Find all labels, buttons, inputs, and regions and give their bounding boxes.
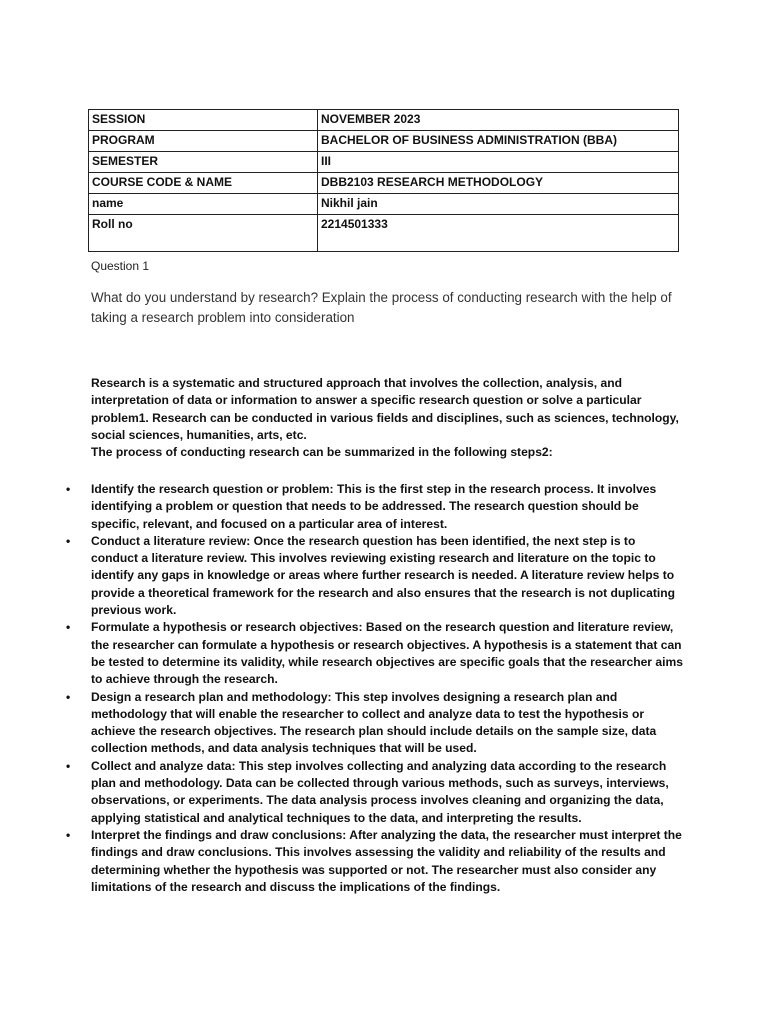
name-label: name [89,194,318,215]
roll-no-label: Roll no [89,215,318,252]
bullet-icon: • [66,620,71,635]
list-item [66,689,683,758]
roll-no-value: 2214501333 [318,215,679,252]
step-text: Design a research plan and methodology: This step involves designing a research plan and methodology that will enable the researcher to collect and analyze data to test the hypothesis or achieve the research objectives. The research plan should include details on the sample size, data collection methods, and data analysis techniques that will be used. [91,689,657,756]
step-text: Formulate a hypothesis or research objectives: Based on the research question and literature review, the researcher can formulate a hypothesis or research objectives. A hypothesis is a statement that can be tested to determine its validity, while research objectives are specific goals that the researcher aims to achieve through the research. [91,620,683,687]
bullet-icon: • [66,533,71,548]
table-row [89,152,679,173]
list-item [66,827,683,896]
bullet-icon: • [66,689,71,704]
course-value: DBB2103 RESEARCH METHODOLOGY [318,173,679,194]
list-item [66,619,683,688]
list-item [66,481,683,533]
question-text: What do you understand by research? Explain the process of conducting research with the help of taking a research problem into consideration [91,290,672,325]
table-row [89,173,679,194]
answer-intro-block [91,375,683,461]
session-label: SESSION [89,110,318,131]
answer-intro-paragraph: Research is a systematic and structured approach that involves the collection, analysis, and interpretation of data or information to answer a specific research question or solve a particular problem1. Research can be conducted in various fields and disciplines, such as sciences, technology, social sciences, humanities, arts, etc. [91,376,679,442]
student-info-table [88,109,679,252]
semester-label: SEMESTER [89,152,318,173]
program-value: BACHELOR OF BUSINESS ADMINISTRATION (BBA) [318,131,679,152]
step-text: Identify the research question or problem: This is the first step in the research process. It involves identifying a problem or question that needs to be addressed. The research question should be specific, relevant, and focused on a particular area of interest. [91,482,657,531]
list-item [66,533,683,619]
program-label: PROGRAM [89,131,318,152]
name-value: Nikhil jain [318,194,679,215]
bullet-icon: • [66,827,71,842]
step-text: Conduct a literature review: Once the research question has been identified, the next step is to conduct a literature review. This involves reviewing existing research and literature on the topic to identify any gaps in knowledge or areas where further research is needed. A literature review helps to provide a theoretical framework for the research and also ensures that the research is not duplicating previous work. [91,533,676,618]
session-value: NOVEMBER 2023 [318,110,679,131]
step-text: Collect and analyze data: This step involves collecting and analyzing data according to the research plan and methodology. Data can be collected through various methods, such as surveys, interviews, observations, or experiments. The data analysis process involves cleaning and organizing the data, applying statistical and analytical techniques to the data, and interpreting the results. [91,758,669,825]
step-text: Interpret the findings and draw conclusions: After analyzing the data, the researcher must interpret the findings and draw conclusions. This involves assessing the validity and reliability of the results and determining whether the hypothesis was supported or not. The researcher must also consider any limitations of the research and discuss the implications of the findings. [91,827,682,894]
table-row [89,110,679,131]
course-label: COURSE CODE & NAME [89,173,318,194]
semester-value: III [318,152,679,173]
answer-steps-intro: The process of conducting research can be summarized in the following steps2: [91,445,553,460]
table-row [89,131,679,152]
steps-list [66,481,683,896]
bullet-icon: • [66,482,71,496]
table-row [89,215,679,252]
question-label: Question 1 [91,259,150,273]
table-row [89,194,679,215]
bullet-icon: • [66,758,71,773]
list-item [66,758,683,827]
